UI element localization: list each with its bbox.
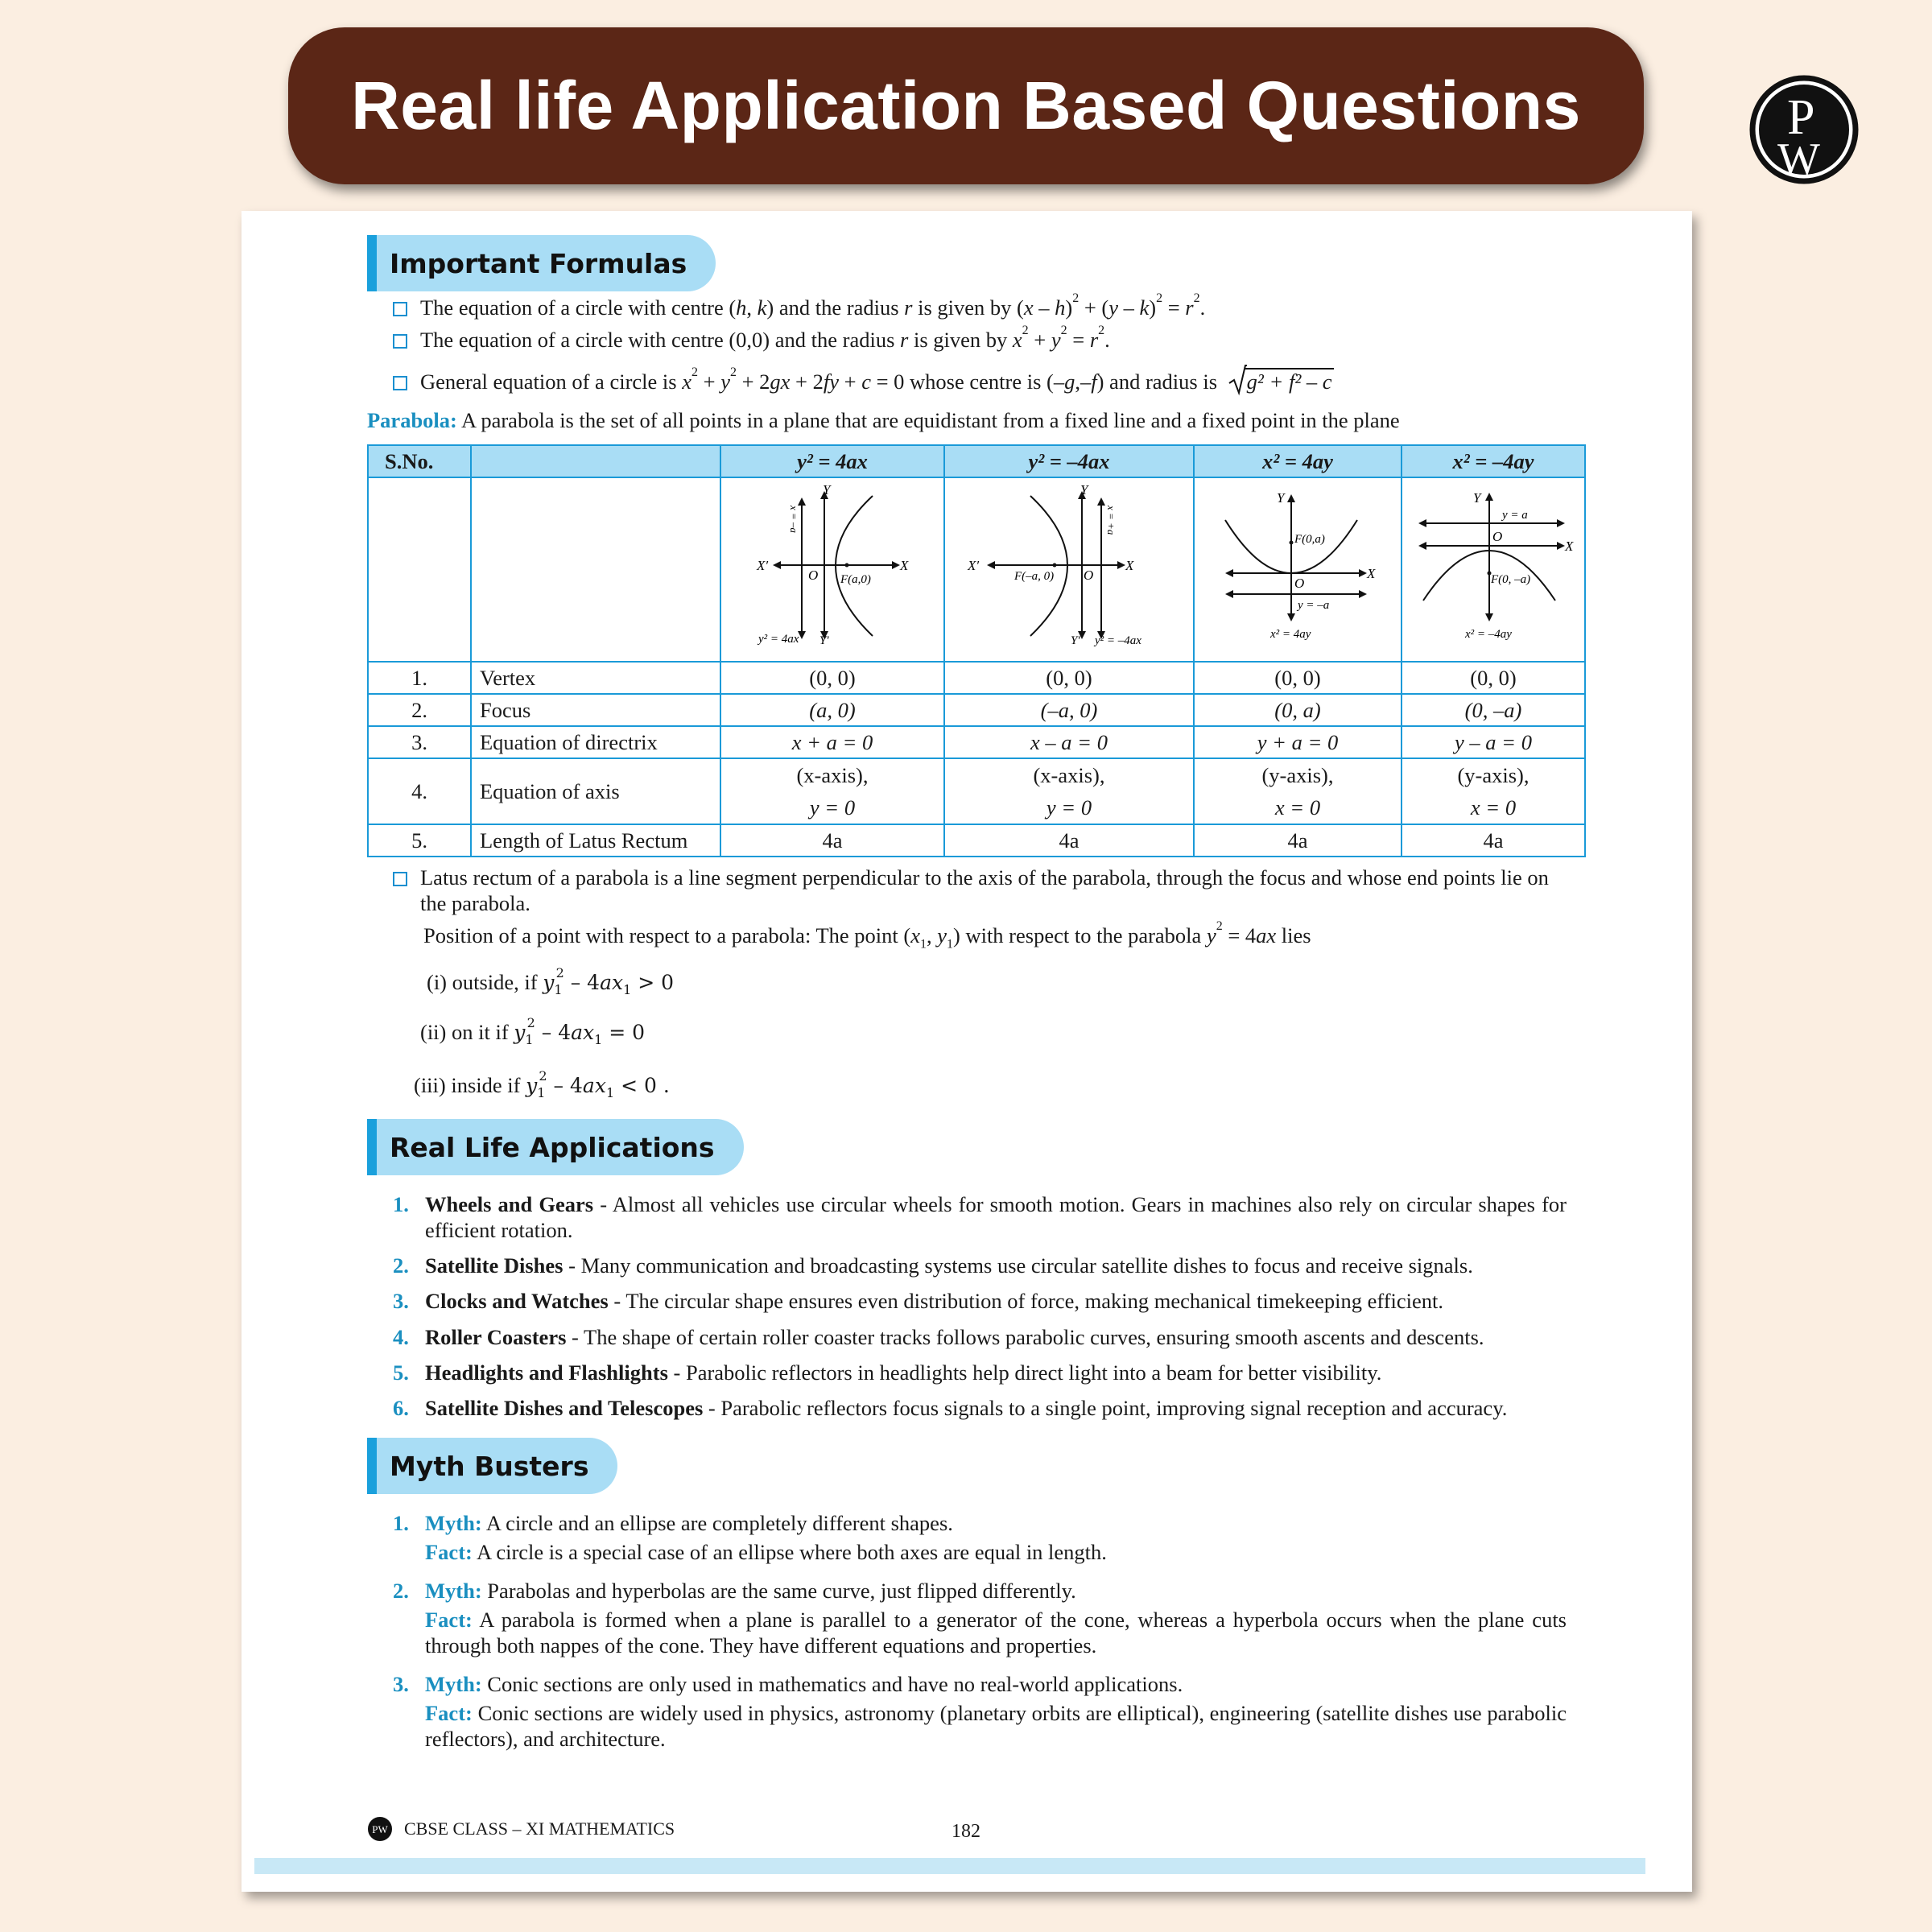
myths-list: 1. Myth: A circle and an ellipse are completely different shapes. Fact: A circle is a special case of an ellipse where both axes are equal in length. 2. Myth: Parabolas and hyperbolas are the same curve, just flipped differently. Fact: A parabola is formed when a plane is parallel to a generator of the cone, whereas a hyperbola occurs when the plane cuts through both nappes of the cone. They have different equations and properties. 3. Myth: Conic sections are only used in mathematics and have no real-world applications. Fact: Conic sections are widely used in physics, astronomy (planetary orbits are elliptical), engineering (satellite dishes use parabolic reflectors), and architecture. [393,1511,1567,1751]
svg-text:O: O [808,568,819,583]
pw-logo-letter-w: W [1777,134,1820,184]
svg-text:O: O [1084,568,1094,583]
svg-text:X′: X′ [968,558,980,573]
real-life-applications-heading: Real Life Applications [367,1119,744,1175]
col-header-property [471,445,720,477]
page-title: Real life Application Based Questions [351,68,1581,143]
svg-text:F(0, –a): F(0, –a) [1491,573,1531,586]
parabola-definition: Parabola: A parabola is the set of all points in a plane that are equidistant from a fixed line and a fixed point in the plane [367,408,1400,432]
checkbox-bullet-icon [393,334,407,349]
svg-text:X: X [1565,539,1574,554]
condition-outside: (i) outside, if $y_1^2 - 4ax_1 > 0$ [427,965,675,997]
condition-inside: (iii) inside if $y_1^2 - 4ax_1 < 0$ . [414,1068,670,1100]
parabola-figure-up [1195,478,1401,655]
pw-logo-small-letters: PW [372,1823,388,1835]
svg-text:F(0,a): F(0,a) [1294,533,1325,546]
applications-list: 1. Wheels and Gears - Almost all vehicles use circular wheels for smooth motion. Gears in machines also rely on circular shapes for efficient rotation. 2. Satellite Dishes - Many communication and broadcasting systems use circular satellite dishes to focus and receive signals. 3. Clocks and Watches - The circular shape ensures even distribution of force, making mechanical timekeeping efficient. 4. Roller Coasters - The shape of certain roller coaster tracks follows parabolic curves, ensuring smooth ascents and descents. 5. Headlights and Flashlights - Parabolic reflectors in headlights help direct light into a beam for better visibility. 6. Satellite Dishes and Telescopes - Parabolic reflectors focus signals to a single point, improving signal reception and accuracy. [393,1192,1567,1420]
table-row: 5. Length of Latus Rectum 4a 4a 4a 4a [368,824,1585,857]
svg-text:y² = –4ax: y² = –4ax [1095,634,1141,647]
table-row: 3. Equation of directrix x + a = 0 x – a = 0 y + a = 0 y – a = 0 [368,726,1585,758]
col-header-y2-4ax: y² = 4ax [720,445,944,477]
svg-text:F(–a, 0): F(–a, 0) [1014,570,1055,583]
svg-text:O: O [1492,529,1503,544]
svg-text:Y′: Y′ [1071,634,1080,647]
col-header-sno: S.No. [368,445,471,477]
col-header-y2-neg4ax: y² = –4ax [944,445,1194,477]
svg-text:X: X [1125,558,1134,573]
parabola-table [367,444,1586,857]
svg-text:y² = 4ax: y² = 4ax [758,633,799,646]
checkbox-bullet-icon [393,302,407,316]
page-number: 182 [952,1821,980,1842]
table-header-row [368,445,1585,477]
checkbox-bullet-icon [393,872,407,886]
col-header-x2-neg4ay: x² = –4ay [1402,445,1585,477]
svg-text:Y′: Y′ [819,634,829,647]
latus-rectum-section: Latus rectum of a parabola is a line segment perpendicular to the axis of the parabola, through the focus and whose end points lie on the parabola. Position of a point with respect to a parabola: The point ($x_1$, $y_1$) with respect to the parabola $y^2 = 4ax$ lies (i) outside, if $y_1^2 - 4ax_1 > 0$ (ii) on it if $y_1^2 - 4ax_1 = 0$ (iii) inside if $y_1^2 - 4ax_1 < 0$ . [367,865,1567,1090]
page-bottom-bar [254,1858,1645,1874]
condition-on: (ii) on it if $y_1^2 - 4ax_1 = 0$ [420,1015,646,1047]
col-header-x2-4ay: x² = 4ay [1194,445,1402,477]
svg-text:Y: Y [1080,482,1088,497]
svg-text:X′: X′ [757,558,769,573]
figure-row [368,477,1585,662]
footer-book-title: CBSE CLASS – XI MATHEMATICS [404,1818,675,1839]
important-formulas-heading: Important Formulas [367,235,716,291]
svg-text:Y: Y [1473,490,1481,506]
pw-logo-letter-p: P [1787,90,1815,145]
svg-text:x² = 4ay: x² = 4ay [1270,628,1311,641]
table-row: 1. Vertex (0, 0) (0, 0) (0, 0) (0, 0) [368,662,1585,694]
svg-text:y = –a: y = –a [1298,599,1330,612]
pw-logo [1747,71,1861,188]
document-page: Important Formulas The equation of a circle with centre (h, k) and the radius r is given by $(x - h)^2 + (y - k)^2 = r^2$. The equation of a circle with centre (0,0) and the radius r is given by $x^2 + y^2 = r^2$. General equation of a circle is $x^2 + y^2 + 2gx + 2fy + c = 0$ whose centre is (–g,–f) and radius is g² + f² – c Parabola: A parabola is the set of all points in a plane that are equidistant from a fixed line and a fixed point in the plane S.No. y² = 4ax y² = –4ax x² = 4ay x² = –4ay Y X X′ O F(a,0) x = –a y² = 4ax Y′ Y X X′ O F(–a, 0) x = +a Y′ y² = –4ax Y X O F(0,a) y = –a x² = 4ay Y X O F(0, –a) y = a x² = –4ay 1. Vertex (0, 0) (0, 0) (0, 0) (0, 0) 2. Focus (a, 0) (–a, 0) (0, a) (0, –a) 3. Equation of directrix x + a = 0 x – a = 0 y + a = 0 y – a = 0 4. Equation of axis (x-axis), y = 0 (x-axis), y = 0 (y-axis), x = 0 (y-axis), x = 0 5. Length of Latus Rectum 4a 4a 4a 4a Latus rectum of a parabola is a line segment perpendicular to the axis of the parabola, through the focus and whose end points lie on the parabola. Position of a point with respect to a parabola: The point ($x_1$, $y_1$) with respect to the parabola $y^2 = 4ax$ lies (i) outside, if $y_1^2 - 4ax_1 > 0$ (ii) on it if $y_1^2 - 4ax_1 = 0$ (iii) inside if $y_1^2 - 4ax_1 < 0$ . Real Life Applications 1. Wheels and Gears - Almost all vehicles use circular wheels for smooth motion. Gears in machines also rely on circular shapes for efficient rotation. 2. Satellite Dishes - Many communication and broadcasting systems use circular satellite dishes to focus and receive signals. 3. Clocks and Watches - The circular shape ensures even distribution of force, making mechanical timekeeping efficient. 4. Roller Coasters - The shape of certain roller coaster tracks follows parabolic curves, ensuring smooth ascents and descents. 5. Headlights and Flashlights - Parabolic reflectors in headlights help direct light into a beam for better visibility. 6. Satellite Dishes and Telescopes - Parabolic reflectors focus signals to a single point, improving signal reception and accuracy. Myth Busters 1. Myth: A circle and an ellipse are completely different shapes. Fact: A circle is a special case of an ellipse where both axes are equal in length. 2. Myth: Parabolas and hyperbolas are the same curve, just flipped differently. Fact: A parabola is formed when a plane is parallel to a generator of the cone, whereas a hyperbola occurs when the plane cuts through both nappes of the cone. They have different equations and properties. 3. Myth: Conic sections are only used in mathematics and have no real-world applications. Fact: Conic sections are widely used in physics, astronomy (planetary orbits are elliptical), engineering (satellite dishes use parabolic reflectors), and architecture. PW CBSE CLASS – XI MATHEMATICS 182 [242,211,1692,1892]
svg-text:x = +a: x = +a [1105,506,1117,535]
table-row: 4. Equation of axis (x-axis), y = 0 (x-axis), y = 0 (y-axis), x = 0 (y-axis), x = 0 [368,758,1585,824]
title-banner [288,27,1644,184]
position-of-point-text: Position of a point with respect to a parabola: The point ($x_1$, $y_1$) with respect to the parabola $y^2 = 4ax$ lies [423,919,1311,952]
parabola-figure-right [721,478,943,655]
table-row: 2. Focus (a, 0) (–a, 0) (0, a) (0, –a) [368,694,1585,726]
svg-text:y = a: y = a [1502,509,1528,522]
svg-text:Y: Y [1277,490,1285,506]
svg-text:Y: Y [823,482,831,497]
checkbox-bullet-icon [393,376,407,390]
svg-text:x = –a: x = –a [788,506,800,534]
radius-sqrt: g² + f² – c [1228,369,1334,394]
svg-text:x² = –4ay: x² = –4ay [1465,628,1512,641]
svg-text:X: X [900,558,909,573]
svg-text:X: X [1367,566,1376,581]
svg-text:O: O [1294,576,1305,591]
parabola-figure-down [1402,478,1584,655]
pw-logo-small [367,1816,393,1842]
myth-busters-heading: Myth Busters [367,1438,617,1494]
page-footer [367,1816,675,1842]
parabola-figure-left [945,478,1193,655]
svg-text:F(a,0): F(a,0) [840,573,871,586]
